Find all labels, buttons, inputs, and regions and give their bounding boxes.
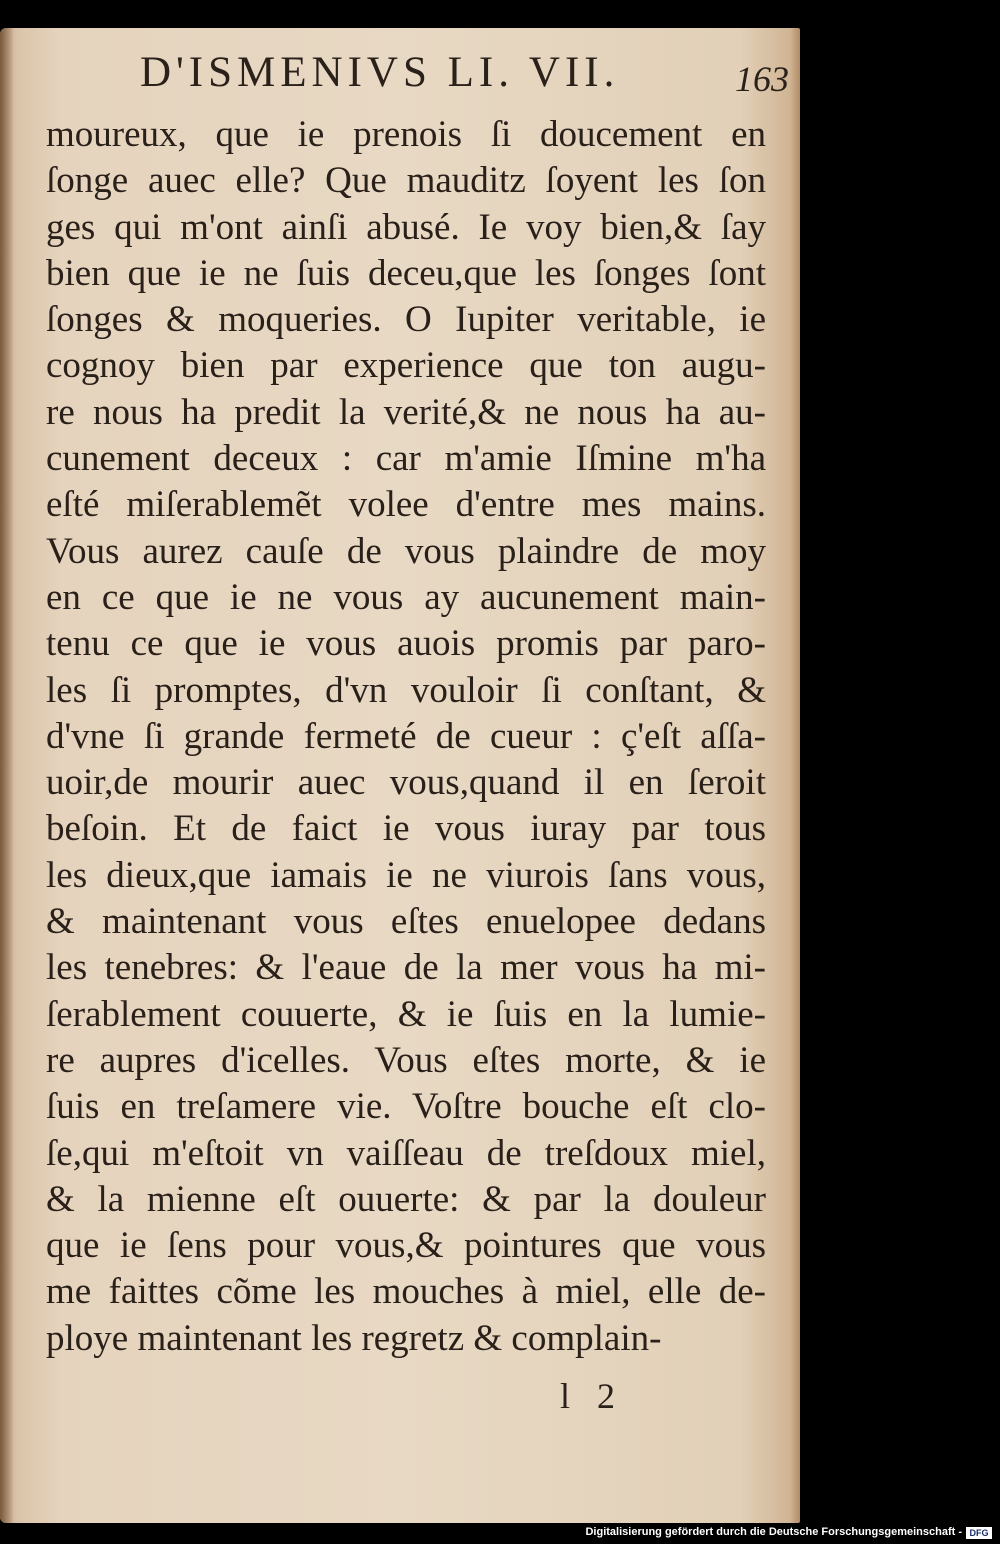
text-line: que ie ſens pour vous,& pointures que vous: [46, 1225, 766, 1267]
text-line: eſté miſerablemẽt volee d'entre mes mains.: [46, 484, 766, 526]
dfg-logo: DFG: [966, 1527, 992, 1539]
signature-mark: l 2: [560, 1376, 616, 1416]
text-line: & la mienne eſt ouuerte: & par la douleur: [46, 1178, 766, 1220]
text-line: re aupres d'icelles. Vous eſtes morte, & ie: [46, 1039, 766, 1081]
text-line: moureux, que ie prenois ſi doucement en: [46, 114, 766, 155]
text-line: les ſi promptes, d'vn vouloir ſi conſtant, &: [46, 669, 766, 711]
text-line: me faittes cõme les mouches à miel, elle de-: [46, 1271, 766, 1313]
text-line: ſerablement couuerte, & ie ſuis en la lumie-: [46, 993, 766, 1035]
text-line: ſonges & moqueries. O Iupiter veritable, ie: [46, 299, 766, 341]
text-line: cognoy bien par experience que ton augu-: [46, 345, 766, 387]
text-line: beſoin. Et de faict ie vous iuray par tous: [46, 808, 766, 850]
text-line: les tenebres: & l'eaue de la mer vous ha mi-: [46, 947, 766, 989]
text-line: re nous ha predit la verité,& ne nous ha au-: [46, 391, 766, 433]
text-line: ſonge auec elle? Que mauditz ſoyent les ſon: [46, 160, 766, 202]
text-line: Vous aurez cauſe de vous plaindre de moy: [46, 530, 766, 572]
text-line: en ce que ie ne vous ay aucunement main-: [46, 576, 766, 618]
text-line: cunement deceux : car m'amie Iſmine m'ha: [46, 438, 766, 480]
text-line: & maintenant vous eſtes enuelopee dedans: [46, 901, 766, 943]
text-line: les dieux,que iamais ie ne viurois ſans vous,: [46, 854, 766, 896]
running-head: D'ISMENIVS LI. VII.: [140, 49, 620, 96]
text-line: bien que ie ne ſuis deceu,que les ſonges ſont: [46, 252, 766, 294]
body-text: [46, 112, 766, 1362]
page-number: 163: [735, 59, 789, 99]
text-line: tenu ce que ie vous auois promis par paro-: [46, 623, 766, 665]
page-edge-shadow: [0, 28, 14, 1523]
text-line: d'vne ſi grande fermeté de cueur : ç'eſt aſſa-: [46, 715, 766, 757]
text-line: ſuis en treſamere vie. Voſtre bouche eſt clo-: [46, 1086, 766, 1128]
text-line: ges qui m'ont ainſi abusé. Ie voy bien,& ſay: [46, 206, 766, 248]
funding-credit: Digitalisierung gefördert durch die Deutsche Forschungsgemeinschaft -: [585, 1526, 962, 1538]
text-line: uoir,de mourir auec vous,quand il en ſeroit: [46, 762, 766, 804]
text-line: ploye maintenant les regretz & complain-: [46, 1317, 662, 1359]
text-line: ſe,qui m'eſtoit vn vaiſſeau de treſdoux miel,: [46, 1132, 766, 1174]
